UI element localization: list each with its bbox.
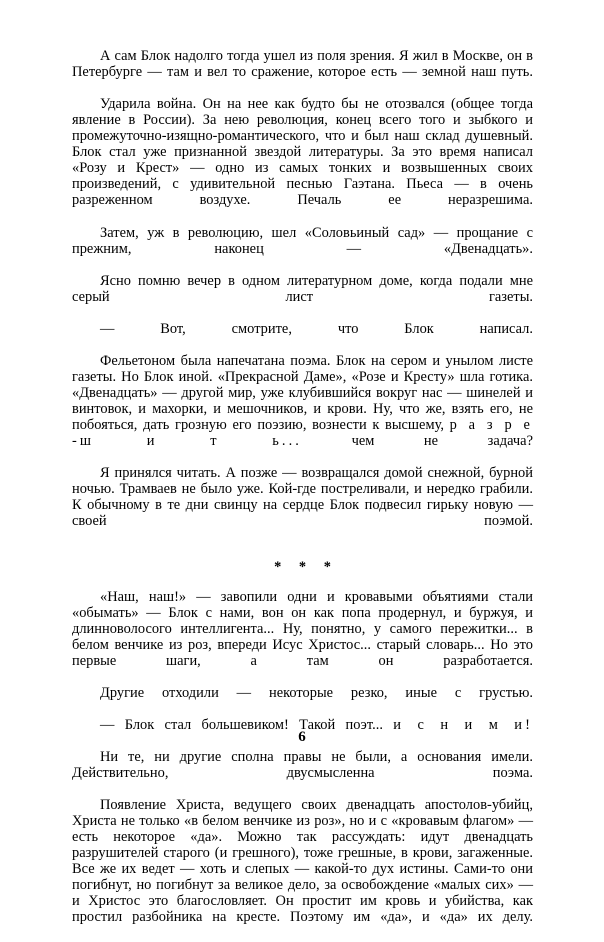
paragraph: Затем, уж в революцию, шел «Соловьиный сад» — прощание с прежним, наконец — «Двенадцать». — [72, 224, 533, 257]
paragraph: Появление Христа, ведущего своих двенадцать апостолов-убийц, Христа не только «в белом венчике из роз», но и с «кровавым флагом» — есть некоторое «да». Можно так рассуждать: идут двенадцать разрушителей старого (и грешного), тоже грешные, в крови, загаженные. Все же их ведет — хоть и слепых — какой-то дух истины. Сами-то они погибнут, но погибнут за великое дело, за освобождение «малых сих» — и Христос это благословляет. Он простит им кровь и убийства, как простил разбойника на кресте. Поэтому им «да», и «да» их делу. — [72, 797, 533, 926]
letterspaced-run-shit: ш и т ь... — [79, 433, 302, 450]
letterspaced-run-s-nimi: и с н и м и! — [393, 716, 533, 733]
paragraph-text-after: чем не задача? — [302, 433, 533, 450]
paragraph-with-letterspaced-run — [72, 353, 533, 465]
paragraph: А сам Блок надолго тогда ушел из поля зрения. Я жил в Москве, он в Петербурге — там и вел то сражение, которое есть — земной наш путь. — [72, 48, 533, 81]
paragraph: Я принялся читать. А позже — возвращался домой снежной, бурной ночью. Трамваев не было уже. Кой-где постреливали, и нередко грабили. К обычному в те дни свинцу на сердце Блок подвесил гирьку новую — своей поэмой. — [72, 465, 533, 530]
section-separator-asterisks: * * * — [274, 559, 338, 576]
paragraph: Ясно помню вечер в одном литературном доме, когда подали мне серый лист газеты. — [72, 272, 533, 305]
page-number: 6 — [298, 729, 306, 745]
paragraph-text-before: Фельетоном была напечатана поэма. Блок на сером и унылом листе газеты. Но Блок иной. «Прекрасной Даме», «Розе и Кресту» шла готика. «Двенадцать» — другой мир, уже клубившийся вокруг нас — шинелей и винтовок, и махорки, и мешочников, и крови. Ну, что же, взять его, не побояться, дать грозную его поэзию, вознести к высшему, — [72, 352, 533, 434]
paragraph: Ударила война. Он на нее как будто бы не отозвался (общее тогда явление в России). За нею революция, конец всего того и зыбкого и промежуточно-изящно-романтического, что и был наш склад душевный. Блок стал уже признанной звездой литературы. За это время написал «Розу и Крест» — одно из самых тонких и возвышенных своих произведений, с удивительной песнью Гаэтана. Пьеса — в очень разреженном воздухе. Печаль ее неразрешима. — [72, 96, 533, 209]
paragraph-dialogue: — Вот, смотрите, что Блок написал. — [100, 320, 533, 337]
letterspaced-run-razre: р а з р е - — [72, 417, 533, 450]
paragraph: «Наш, наш!» — завопили одни и кровавыми объятиями стали «обымать» — Блок с нами, вон он как попа продернул, и буржуя, и длинноволосого интеллигента... Ну, понятно, у самого пережитки... в белом венчике из роз, впереди Исус Христос... старый словарь... Но это первые шаги, а там он разработается. — [72, 588, 533, 669]
paragraph-text-before: — Блок стал большевиком! Такой поэт... — [100, 716, 394, 733]
paragraph: Ни те, ни другие сполна правы не были, а основания имели. Действительно, двусмысленна поэма. — [72, 748, 533, 782]
page-text-column — [72, 48, 533, 942]
paragraph: Другие отходили — некоторые резко, иные с грустью. — [100, 684, 533, 701]
